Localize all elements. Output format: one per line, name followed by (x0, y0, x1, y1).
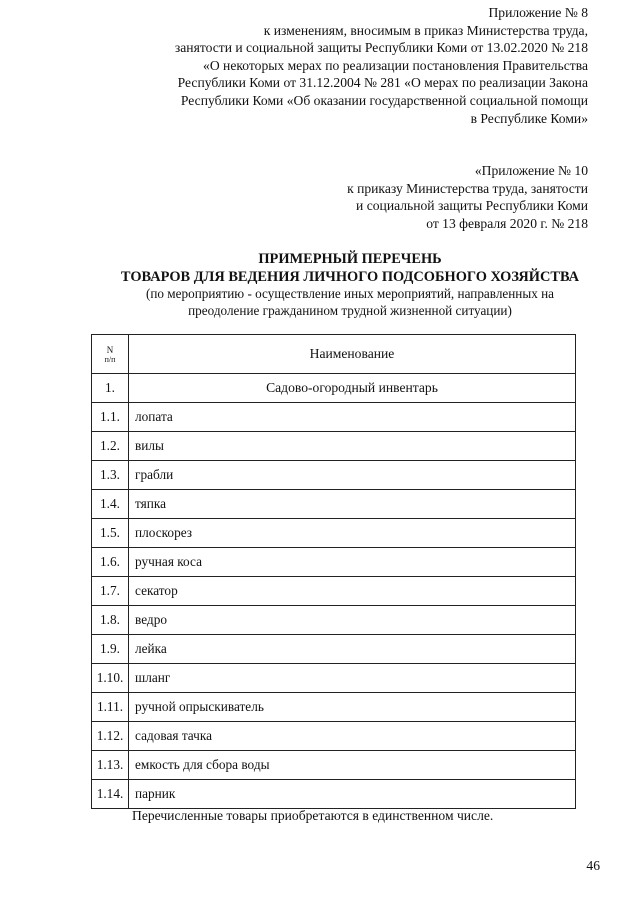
row-name: вилы (129, 432, 576, 461)
row-number: 1.7. (92, 577, 129, 606)
table-row (92, 635, 576, 664)
goods-table (91, 334, 576, 809)
row-name: тяпка (129, 490, 576, 519)
table-row (92, 519, 576, 548)
page-number: 46 (586, 858, 600, 873)
row-number: 1.2. (92, 432, 129, 461)
table-row (92, 751, 576, 780)
header-line: «О некоторых мерах по реализации постановления Правительства (203, 57, 588, 73)
row-number: 1.9. (92, 635, 129, 664)
column-header-number (92, 335, 129, 374)
table-row (92, 693, 576, 722)
subtitle-line-2: преодоление гражданином трудной жизненной ситуации) (188, 302, 512, 318)
row-number: 1.13. (92, 751, 129, 780)
row-name: шланг (129, 664, 576, 693)
annex-line: от 13 февраля 2020 г. № 218 (426, 215, 588, 231)
table-row (92, 606, 576, 635)
row-name: ручной опрыскиватель (129, 693, 576, 722)
column-header-name: Наименование (129, 335, 576, 374)
header-line: к изменениям, вносимым в приказ Министерства труда, (263, 22, 588, 38)
column-header-number-bottom: п/п (104, 354, 116, 364)
row-name: емкость для сбора воды (129, 751, 576, 780)
table-group-row (92, 374, 576, 403)
annex-line: и социальной защиты Республики Коми (356, 198, 588, 214)
row-name: грабли (129, 461, 576, 490)
table-row (92, 664, 576, 693)
row-number: 1.3. (92, 461, 129, 490)
subtitle-line-1: (по мероприятию - осуществление иных мероприятий, направленных на (145, 286, 555, 301)
row-name: ведро (129, 606, 576, 635)
row-name: лейка (129, 635, 576, 664)
title-line-1: ПРИМЕРНЫЙ ПЕРЕЧЕНЬ (258, 251, 442, 267)
row-name: плоскорез (129, 519, 576, 548)
header-line: Приложение № 8 (488, 5, 588, 20)
header-line: Республики Коми от 31.12.2004 № 281 «О мерах по реализации Закона (177, 75, 588, 91)
appendix-header (175, 4, 588, 127)
header-line: Республики Коми «Об оказании государственной социальной помощи (180, 92, 588, 108)
table-row (92, 548, 576, 577)
row-name: садовая тачка (129, 722, 576, 751)
table-row (92, 780, 576, 809)
row-number: 1.14. (92, 780, 129, 809)
table-header-row (92, 335, 576, 374)
row-name: ручная коса (129, 548, 576, 577)
table-row (92, 577, 576, 606)
row-number: 1.11. (92, 693, 129, 722)
table-row (92, 461, 576, 490)
column-header-number-top: N (106, 344, 114, 355)
row-number: 1.12. (92, 722, 129, 751)
row-number: 1.8. (92, 606, 129, 635)
annex-header (347, 162, 588, 232)
group-name: Садово-огородный инвентарь (129, 374, 576, 403)
row-number: 1.10. (92, 664, 129, 693)
table-row (92, 722, 576, 751)
row-number: 1.1. (92, 403, 129, 432)
group-number: 1. (92, 374, 129, 403)
table-row (92, 403, 576, 432)
row-number: 1.4. (92, 490, 129, 519)
row-number: 1.5. (92, 519, 129, 548)
annex-line: «Приложение № 10 (474, 163, 588, 178)
row-name: лопата (129, 403, 576, 432)
row-name: парник (129, 780, 576, 809)
header-line: занятости и социальной защиты Республики Коми от 13.02.2020 № 218 (174, 40, 588, 56)
title-line-2: ТОВАРОВ ДЛЯ ВЕДЕНИЯ ЛИЧНОГО ПОДСОБНОГО ХОЗЯЙСТВА (120, 269, 580, 285)
footnote: Перечисленные товары приобретаются в единственном числе. (132, 808, 494, 823)
row-number: 1.6. (92, 548, 129, 577)
header-line: в Республике Коми» (470, 110, 588, 126)
table-row (92, 432, 576, 461)
annex-line: к приказу Министерства труда, занятости (347, 180, 588, 196)
document-title (60, 250, 640, 319)
table-row (92, 490, 576, 519)
row-name: секатор (129, 577, 576, 606)
